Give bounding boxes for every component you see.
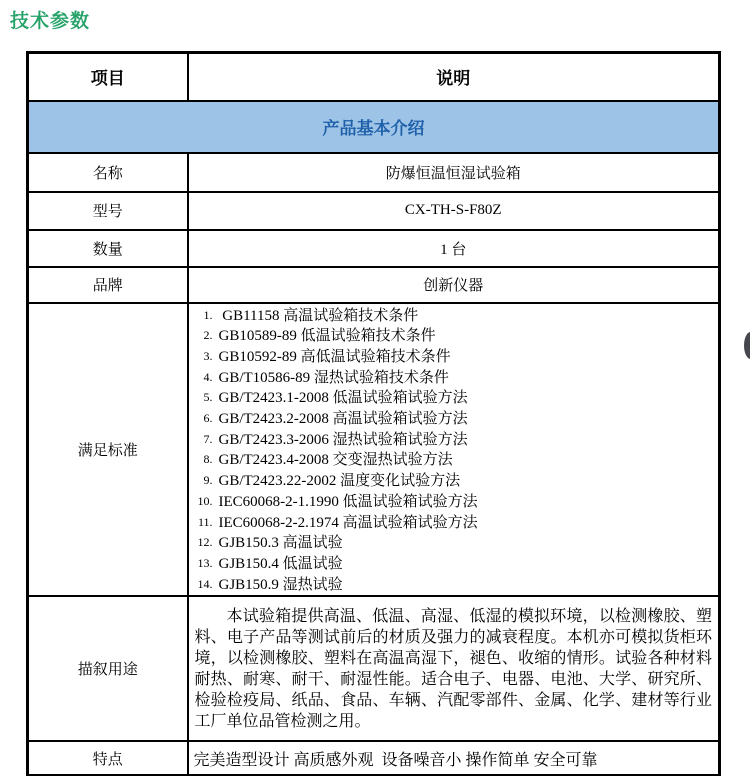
standard-item bbox=[193, 575, 715, 596]
standard-item bbox=[193, 326, 715, 347]
standard-item-text: GB/T2423.2-2008 高温试验箱试验方法 bbox=[218, 411, 468, 428]
table-row-quantity bbox=[28, 230, 720, 267]
table-row-features bbox=[28, 741, 720, 775]
row-value-name: 防爆恒温恒湿试验箱 bbox=[188, 153, 720, 192]
standard-item-number: 4. bbox=[203, 369, 213, 384]
table-row-usage bbox=[28, 596, 720, 741]
row-label-usage: 描叙用途 bbox=[28, 596, 188, 741]
standards-list bbox=[188, 303, 720, 597]
standard-item bbox=[193, 306, 715, 327]
table-row-model bbox=[28, 192, 720, 230]
standard-item bbox=[193, 492, 715, 513]
row-value-brand: 创新仪器 bbox=[188, 267, 720, 303]
row-label-features: 特点 bbox=[28, 741, 188, 775]
standard-item bbox=[193, 409, 715, 430]
standard-item-number: 12. bbox=[197, 535, 213, 550]
standard-item-number: 14. bbox=[197, 576, 213, 591]
technical-params-table bbox=[26, 51, 721, 776]
usage-cell bbox=[188, 596, 720, 741]
standard-item-text: GJB150.9 湿热试验 bbox=[218, 576, 343, 593]
table-header-row bbox=[28, 53, 720, 101]
standard-item-number: 2. bbox=[203, 328, 213, 343]
standard-item-number: 10. bbox=[197, 493, 213, 508]
standard-item-text: GJB150.4 低温试验 bbox=[218, 555, 343, 572]
standard-item-text: GJB150.3 高温试验 bbox=[218, 535, 343, 552]
row-label-brand: 品牌 bbox=[28, 267, 188, 303]
standard-item-text: IEC60068-2-1.1990 低温试验箱试验方法 bbox=[218, 493, 478, 510]
table-row-name bbox=[28, 153, 720, 192]
page-title: 技术参数 bbox=[10, 11, 91, 32]
table-row-standards bbox=[28, 303, 720, 597]
section-title: 产品基本介绍 bbox=[28, 101, 720, 153]
row-value-model: CX-TH-S-F80Z bbox=[188, 192, 720, 230]
standard-item-text: GB/T2423.22-2002 温度变化试验方法 bbox=[218, 473, 461, 490]
standard-item-text: GB/T2423.1-2008 低温试验箱试验方法 bbox=[218, 390, 468, 407]
standard-item-text: GB/T2423.4-2008 交变湿热试验方法 bbox=[218, 452, 453, 469]
standard-item bbox=[193, 388, 715, 409]
section-header-row bbox=[28, 101, 720, 153]
standard-item-number: 13. bbox=[197, 555, 213, 570]
standard-item bbox=[193, 450, 715, 471]
standard-item-text: GB10592-89 高低温试验箱技术条件 bbox=[218, 348, 451, 365]
standard-item-number: 8. bbox=[203, 452, 213, 467]
row-value-quantity: 1 台 bbox=[188, 230, 720, 267]
usage-paragraph: 本试验箱提供高温、低温、高湿、低湿的模拟环境，以检测橡胶、塑料、电子产品等测试前后的材质及强力的减衰程度。本机亦可模拟货柜环境，以检测橡胶、塑料在高温高湿下，褪色、收缩的情形。试验各种材料耐热、耐寒、耐干、耐湿性能。适合电子、电器、电池、大学、研究所、检验检疫局、纸品、食品、车辆、汽配零部件、金属、化学、建材等行业工厂单位品管检测之用。 bbox=[194, 607, 712, 730]
standard-item-text: IEC60068-2-2.1974 高温试验箱试验方法 bbox=[218, 514, 478, 531]
row-label-name: 名称 bbox=[28, 153, 188, 192]
table-row-brand bbox=[28, 267, 720, 303]
standard-item-number: 7. bbox=[203, 431, 213, 446]
scrollbar-thumb[interactable] bbox=[744, 332, 750, 359]
standard-item-text: GB/T2423.3-2006 湿热试验箱试验方法 bbox=[218, 431, 468, 448]
standard-item bbox=[193, 513, 715, 534]
column-header-description: 说明 bbox=[188, 53, 720, 101]
standard-item-number: 6. bbox=[203, 411, 213, 426]
column-header-item: 项目 bbox=[28, 53, 188, 101]
standard-item-text: GB/T10586-89 湿热试验箱技术条件 bbox=[218, 369, 449, 386]
features-text: 完美造型设计 高质感外观 设备噪音小 操作简单 安全可靠 bbox=[188, 741, 720, 775]
standard-item bbox=[193, 430, 715, 451]
standard-item-number: 5. bbox=[203, 390, 213, 405]
row-label-quantity: 数量 bbox=[28, 230, 188, 267]
standard-item-text: GB10589-89 低温试验箱技术条件 bbox=[218, 328, 436, 345]
standard-item-text: GB11158 高温试验箱技术条件 bbox=[218, 307, 419, 324]
standard-item bbox=[193, 554, 715, 575]
standard-item bbox=[193, 347, 715, 368]
standard-item bbox=[193, 471, 715, 492]
standard-item bbox=[193, 533, 715, 554]
row-label-standards: 满足标准 bbox=[28, 303, 188, 597]
standard-item-number: 11. bbox=[197, 514, 213, 529]
standard-item-number: 1. bbox=[203, 307, 213, 322]
row-label-model: 型号 bbox=[28, 192, 188, 230]
standard-item-number: 9. bbox=[203, 473, 213, 488]
standard-item-number: 3. bbox=[203, 348, 213, 363]
standard-item bbox=[193, 368, 715, 389]
